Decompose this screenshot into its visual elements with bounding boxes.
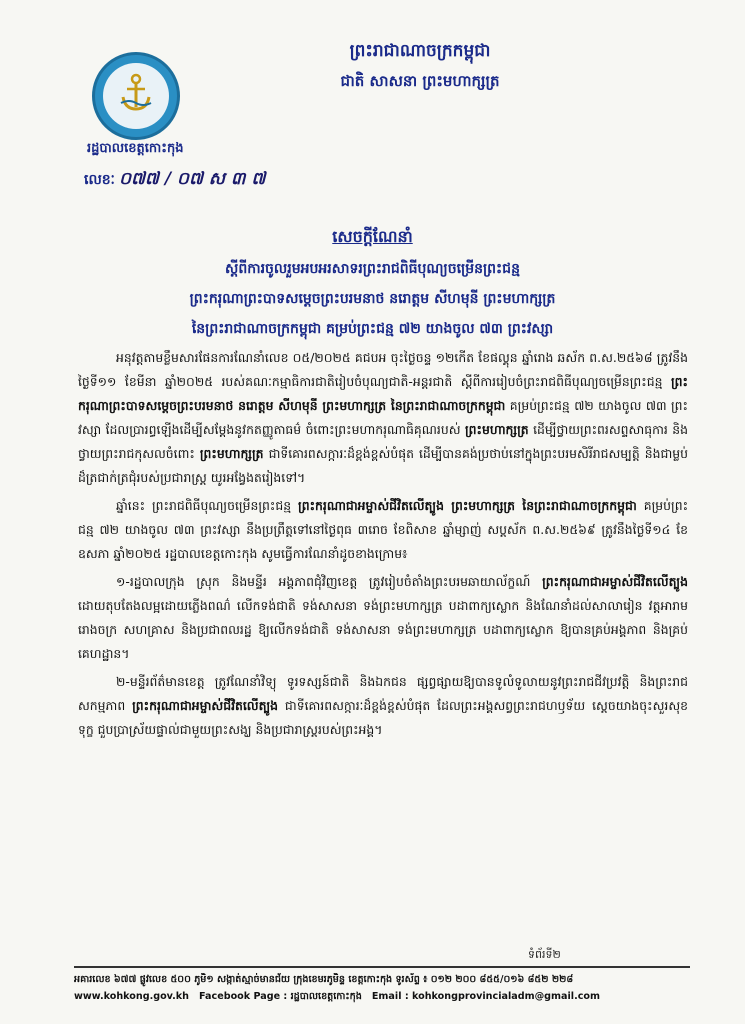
email-label: Email : — [371, 991, 409, 1002]
reference-handwritten: ០៧៧ / ០៧ ស ៣ ៧ — [118, 169, 266, 189]
paragraph-2: ឆ្នាំនេះ ព្រះរាជពិធីបុណ្យចម្រើនព្រះជន្ម ព្រះករុណាជាអម្ចាស់ជីវិតលើត្បូង ព្រះមហាក្សត្រ នៃព្រះរាជាណាចក្រកម្ពុជា គម្រប់ព្រះជន្ម ៧២ យាងចូល ៧៣ ព្រះវស្សា នឹងប្រព្រឹត្តទៅនៅថ្ងៃពុធ ៣រោច ខែពិសាខ ឆ្នាំម្សាញ់ សប្តស័ក ព.ស.២៥៦៩ ត្រូវនឹងថ្ងៃទី១៤ ខែឧសភា ឆ្នាំ២០២៥ រដ្ឋបាលខេត្តកោះកុង សូមធ្វើការណែនាំដូចខាងក្រោម៖ — [78, 498, 689, 561]
provincial-logo — [92, 52, 180, 140]
kingdom-heading: ព្រះរាជាណាចក្រកម្ពុជា — [349, 41, 491, 61]
paragraph-1: អនុវត្តតាមខ្លឹមសារផែនការណែនាំលេខ ០៥/២០២៥ គជបអ ចុះថ្ងៃចន្ទ ១២កើត ខែផល្គុន ឆ្នាំរោង ឆស័ក ព.ស.២៥៦៨ ត្រូវនឹងថ្ងៃទី១១ ខែមីនា ឆ្នាំ២០២៥ របស់គណៈកម្មាធិការជាតិរៀបចំបុណ្យជាតិ-អន្តរជាតិ ស្តីពីការរៀបចំព្រះរាជពិធីបុណ្យចម្រើនព្រះជន្ម ព្រះករុណាព្រះបាទសម្តេចព្រះបរមនាថ នរោត្តម សីហមុនី ព្រះមហាក្សត្រ នៃព្រះរាជាណាចក្រកម្ពុជា គម្រប់ព្រះជន្ម ៧២ យាងចូល ៧៣ ព្រះវស្សា ដែលប្រារព្ធឡើងដើម្បីសម្តែងនូវកតញ្ញូតាធម៌ ចំពោះព្រះមហាករុណាធិគុណរបស់ ព្រះមហាក្សត្រ ដើម្បីថ្វាយព្រះពរសព្ទសាធុការ និងថ្វាយព្រះរាជកុសលចំពោះ ព្រះមហាក្សត្រ ជាទីគោរពសក្ការៈដ៏ខ្ពង់ខ្ពស់បំផុត ដើម្បីបានគង់ប្រថាប់នៅក្នុងព្រះបរមសិរីរាជសម្បត្តិ និងជាម្លប់ដ៏ត្រជាក់ត្រជុំរបស់ប្រជារាស្ត្រ យូរអង្វែងតរៀងទៅ។ — [78, 350, 688, 485]
reference-label: លេខៈ — [84, 172, 115, 188]
footer-divider — [74, 966, 690, 968]
administration-name: រដ្ឋបាលខេត្តកោះកុង — [87, 141, 184, 156]
anniversary-line: នៃព្រះរាជាណាចក្រកម្ពុជា គម្រប់ព្រះជន្ម ៧២ យាងចូល ៧៣ ព្រះវស្សា — [191, 321, 554, 337]
document-subject: ស្តីពីការចូលរួមអបអរសាទរព្រះរាជពិធីបុណ្យចម្រើនព្រះជន្ម — [225, 261, 520, 277]
reference-number — [84, 168, 265, 193]
paragraph-4: ២-មន្ទីរព័ត៌មានខេត្ត ត្រូវណែនាំវិទ្យុ ទូរទស្សន៍ជាតិ និងឯកជន ផ្សព្វផ្សាយឱ្យបានទូលំទូលាយនូវព្រះរាជជីវប្រវត្តិ និងព្រះរាជសកម្មភាព ព្រះករុណាជាអម្ចាស់ជីវិតលើត្បូង ជាទីគោរពសក្ការៈដ៏ខ្ពង់ខ្ពស់បំផុត ដែលព្រះអង្គសព្វព្រះរាជហឫទ័យ ស្តេចយាងចុះសួរសុខទុក្ខ ជួបប្រាស្រ័យផ្ទាល់ជាមួយព្រះសង្ឃ និងប្រជារាស្ត្ររបស់ព្រះអង្គ។ — [78, 674, 688, 737]
king-title: ព្រះករុណាព្រះបាទសម្តេចព្រះបរមនាថ នរោត្តម សីហមុនី ព្រះមហាក្សត្រ — [189, 291, 556, 307]
facebook-label: Facebook Page : — [199, 991, 288, 1002]
website-link[interactable]: www.kohkong.gov.kh — [74, 991, 190, 1002]
email-link[interactable]: kohkongprovincialadm@gmail.com — [412, 991, 601, 1002]
document-body — [78, 346, 688, 746]
document-type: សេចក្តីណែនាំ — [332, 227, 413, 246]
paragraph-3: ១-រដ្ឋបាលក្រុង ស្រុក និងមន្ទីរ អង្គភាពជុំវិញខេត្ត ត្រូវរៀបចំតាំងព្រះបរមឆាយាល័ក្ខណ៍ ព្រះករុណាជាអម្ចាស់ជីវិតលើត្បូង ដោយតុបតែងលម្អដោយភ្លើងពណ៌ លើកទង់ជាតិ ទង់សាសនា ទង់ព្រះមហាក្សត្រ បដាពាក្យស្លោក និងណែនាំដល់សាលារៀន វត្តអារាម រោងចក្រ សហគ្រាស និងប្រជាពលរដ្ឋ ឱ្យលើកទង់ជាតិ ទង់សាសនា ទង់ព្រះមហាក្សត្រ បដាពាក្យស្លោក ឱ្យបានគ្រប់អង្គភាព និងគ្រប់គេហដ្ឋាន។ — [78, 574, 688, 661]
facebook-link[interactable]: រដ្ឋបាលខេត្តកោះកុង — [290, 991, 362, 1002]
next-page-marker: ទំព័រទី២ — [528, 948, 561, 961]
anchor-emblem-icon — [119, 73, 153, 113]
footer-address: អគារលេខ ៦៧៧ ផ្លូវលេខ ៥០០ ភូមិ១ សង្កាត់ស្មាច់មានជ័យ ក្រុងខេមរភូមិន្ទ ខេត្តកោះកុង ទូរស័ព្ទ ៖ ០១២ ២០០ ៨៥៥/០១៦ ៨៥២ ២២៨ — [74, 974, 574, 985]
national-motto: ជាតិ សាសនា ព្រះមហាក្សត្រ — [340, 72, 500, 90]
document-title-block — [60, 226, 685, 349]
footer-contacts — [74, 990, 690, 1004]
